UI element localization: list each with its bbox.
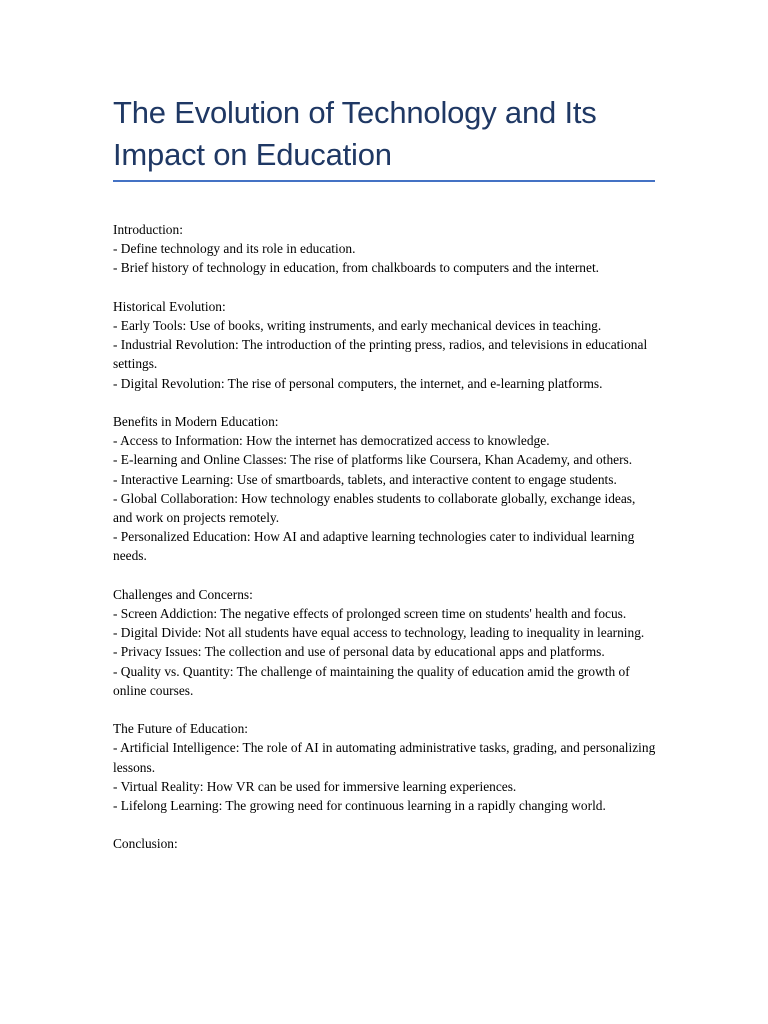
section-list-item: - Interactive Learning: Use of smartboards, tablets, and interactive content to engage students.	[113, 471, 617, 487]
document-section	[113, 412, 658, 566]
section-list-item: - Artificial Intelligence: The role of AI in automating administrative tasks, grading, and personalizing lessons.	[113, 740, 656, 775]
title-underline	[113, 180, 655, 182]
section-list-item: - E-learning and Online Classes: The rise of platforms like Coursera, Khan Academy, and others.	[113, 452, 633, 468]
section-heading: Conclusion:	[113, 836, 178, 852]
document-body	[113, 220, 658, 854]
document-section	[113, 585, 658, 700]
document-section	[113, 834, 658, 853]
section-list-item: - Screen Addiction: The negative effects of prolonged screen time on students' health and focus.	[113, 606, 627, 622]
section-list-item: - Global Collaboration: How technology enables students to collaborate globally, exchange ideas, and work on projects remotely.	[113, 490, 636, 526]
section-heading: Introduction:	[113, 222, 183, 237]
section-list-item: - Lifelong Learning: The growing need for continuous learning in a rapidly changing world.	[113, 798, 606, 814]
document-section	[113, 297, 658, 393]
section-list-item: - Define technology and its role in education.	[113, 241, 356, 257]
section-list-item: - Access to Information: How the internet has democratized access to knowledge.	[113, 433, 550, 449]
section-list-item: - Brief history of technology in education, from chalkboards to computers and the internet.	[113, 260, 600, 276]
section-list-item: - Industrial Revolution: The introduction of the printing press, radios, and televisions in educational settings.	[113, 337, 648, 372]
page-title: The Evolution of Technology and Its Impact on Education	[113, 95, 597, 172]
document-section	[113, 719, 658, 815]
section-list-item: - Personalized Education: How AI and adaptive learning technologies cater to individual learning needs.	[113, 529, 635, 564]
document-page	[113, 92, 658, 873]
section-heading: Benefits in Modern Education:	[113, 414, 279, 429]
section-list-item: - Virtual Reality: How VR can be used for immersive learning experiences.	[113, 778, 517, 794]
section-heading: Historical Evolution:	[113, 298, 226, 314]
section-heading: The Future of Education:	[113, 721, 248, 737]
section-list-item: - Quality vs. Quantity: The challenge of maintaining the quality of education amid the growth of online courses.	[113, 663, 630, 698]
section-list-item: - Privacy Issues: The collection and use of personal data by educational apps and platforms.	[113, 644, 605, 660]
section-heading: Challenges and Concerns:	[113, 586, 253, 602]
document-section	[113, 220, 658, 278]
section-list-item: - Digital Divide: Not all students have equal access to technology, leading to inequality in learning.	[113, 625, 645, 641]
section-list-item: - Early Tools: Use of books, writing instruments, and early mechanical devices in teaching.	[113, 318, 602, 333]
section-list-item: - Digital Revolution: The rise of personal computers, the internet, and e-learning platforms.	[113, 375, 603, 391]
